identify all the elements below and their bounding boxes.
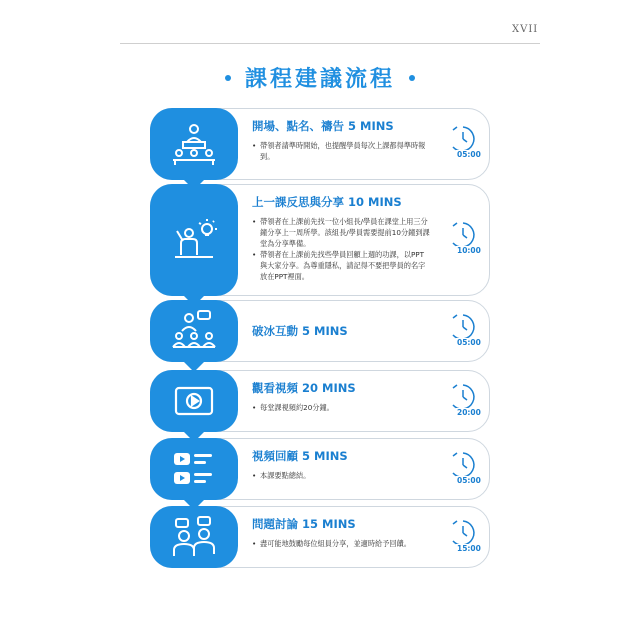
timer-label: 15:00 <box>457 544 481 553</box>
step-bullet: • 盡可能地鼓勵每位組員分享，並適時給予回饋。 <box>252 538 430 549</box>
step-bullet: • 帶領者在上課前先找一位小組長/學員在課堂上用三分鐘分享上一周所學。該組長/學員需要提前10分鐘到課堂為分享準備。 <box>252 216 430 249</box>
step-timer <box>448 382 488 422</box>
step-title: 問題討論 15 MINS <box>252 517 356 531</box>
step-video-review <box>150 438 490 500</box>
step-icon-box <box>150 438 238 500</box>
page-title: 課程建議流程 <box>244 67 395 92</box>
video-play-icon <box>174 385 214 417</box>
step-timer <box>448 518 488 558</box>
step-timer <box>448 450 488 490</box>
step-bullets <box>252 538 430 549</box>
timer-label: 05:00 <box>457 338 481 347</box>
step-discussion <box>150 506 490 568</box>
step-timer <box>448 312 488 352</box>
classroom-icon <box>169 122 219 166</box>
step-timer <box>448 124 488 164</box>
step-title: 觀看視頻 20 MINS <box>252 381 356 395</box>
step-bullets <box>252 470 430 481</box>
title-dot-right <box>409 75 415 81</box>
step-title: 視頻回顧 5 MINS <box>252 449 348 463</box>
step-timer <box>448 220 488 260</box>
step-bullets <box>252 402 430 413</box>
step-icon-box <box>150 300 238 362</box>
step-opening <box>150 108 490 180</box>
step-content <box>252 514 430 549</box>
step-reflection <box>150 184 490 296</box>
timer-label: 05:00 <box>457 150 481 159</box>
step-bullets <box>252 216 430 282</box>
page-divider <box>120 43 540 44</box>
step-bullet: • 本課要點總結。 <box>252 470 430 481</box>
step-content <box>252 116 430 162</box>
step-icon-box <box>150 506 238 568</box>
step-content <box>252 300 430 362</box>
discussion-icon <box>170 516 218 558</box>
step-icebreaker <box>150 300 490 362</box>
title-dot-left <box>225 75 231 81</box>
idea-person-icon <box>169 215 219 265</box>
step-icon-box <box>150 108 238 180</box>
step-bullet: • 帶領者在上課前先找些學員回顧上週的功課，以PPT與大家分享。為尊重隱私，請記得不要把學員的名字放在PPT裡面。 <box>252 249 430 282</box>
page-number: XVII <box>512 24 539 35</box>
page-header <box>0 62 640 93</box>
step-bullet: • 每堂課視頻約20分鐘。 <box>252 402 430 413</box>
step-title: 上一課反思與分享 10 MINS <box>252 195 402 209</box>
step-bullets <box>252 140 430 162</box>
step-content <box>252 192 430 282</box>
timer-label: 05:00 <box>457 476 481 485</box>
step-icon-box <box>150 370 238 432</box>
step-title: 開場、點名、禱告 5 MINS <box>252 119 394 133</box>
timer-label: 10:00 <box>457 246 481 255</box>
step-icon-box <box>150 184 238 296</box>
video-review-icon <box>172 450 216 488</box>
page-title-group <box>225 62 415 93</box>
step-watch-video <box>150 370 490 432</box>
step-content <box>252 378 430 413</box>
step-title: 破冰互動 5 MINS <box>252 324 348 338</box>
step-content <box>252 446 430 481</box>
step-bullet: • 帶領者請準時開始，也提醒學員每次上課都得準時報到。 <box>252 140 430 162</box>
timer-label: 20:00 <box>457 408 481 417</box>
icebreaker-group-icon <box>169 309 219 353</box>
